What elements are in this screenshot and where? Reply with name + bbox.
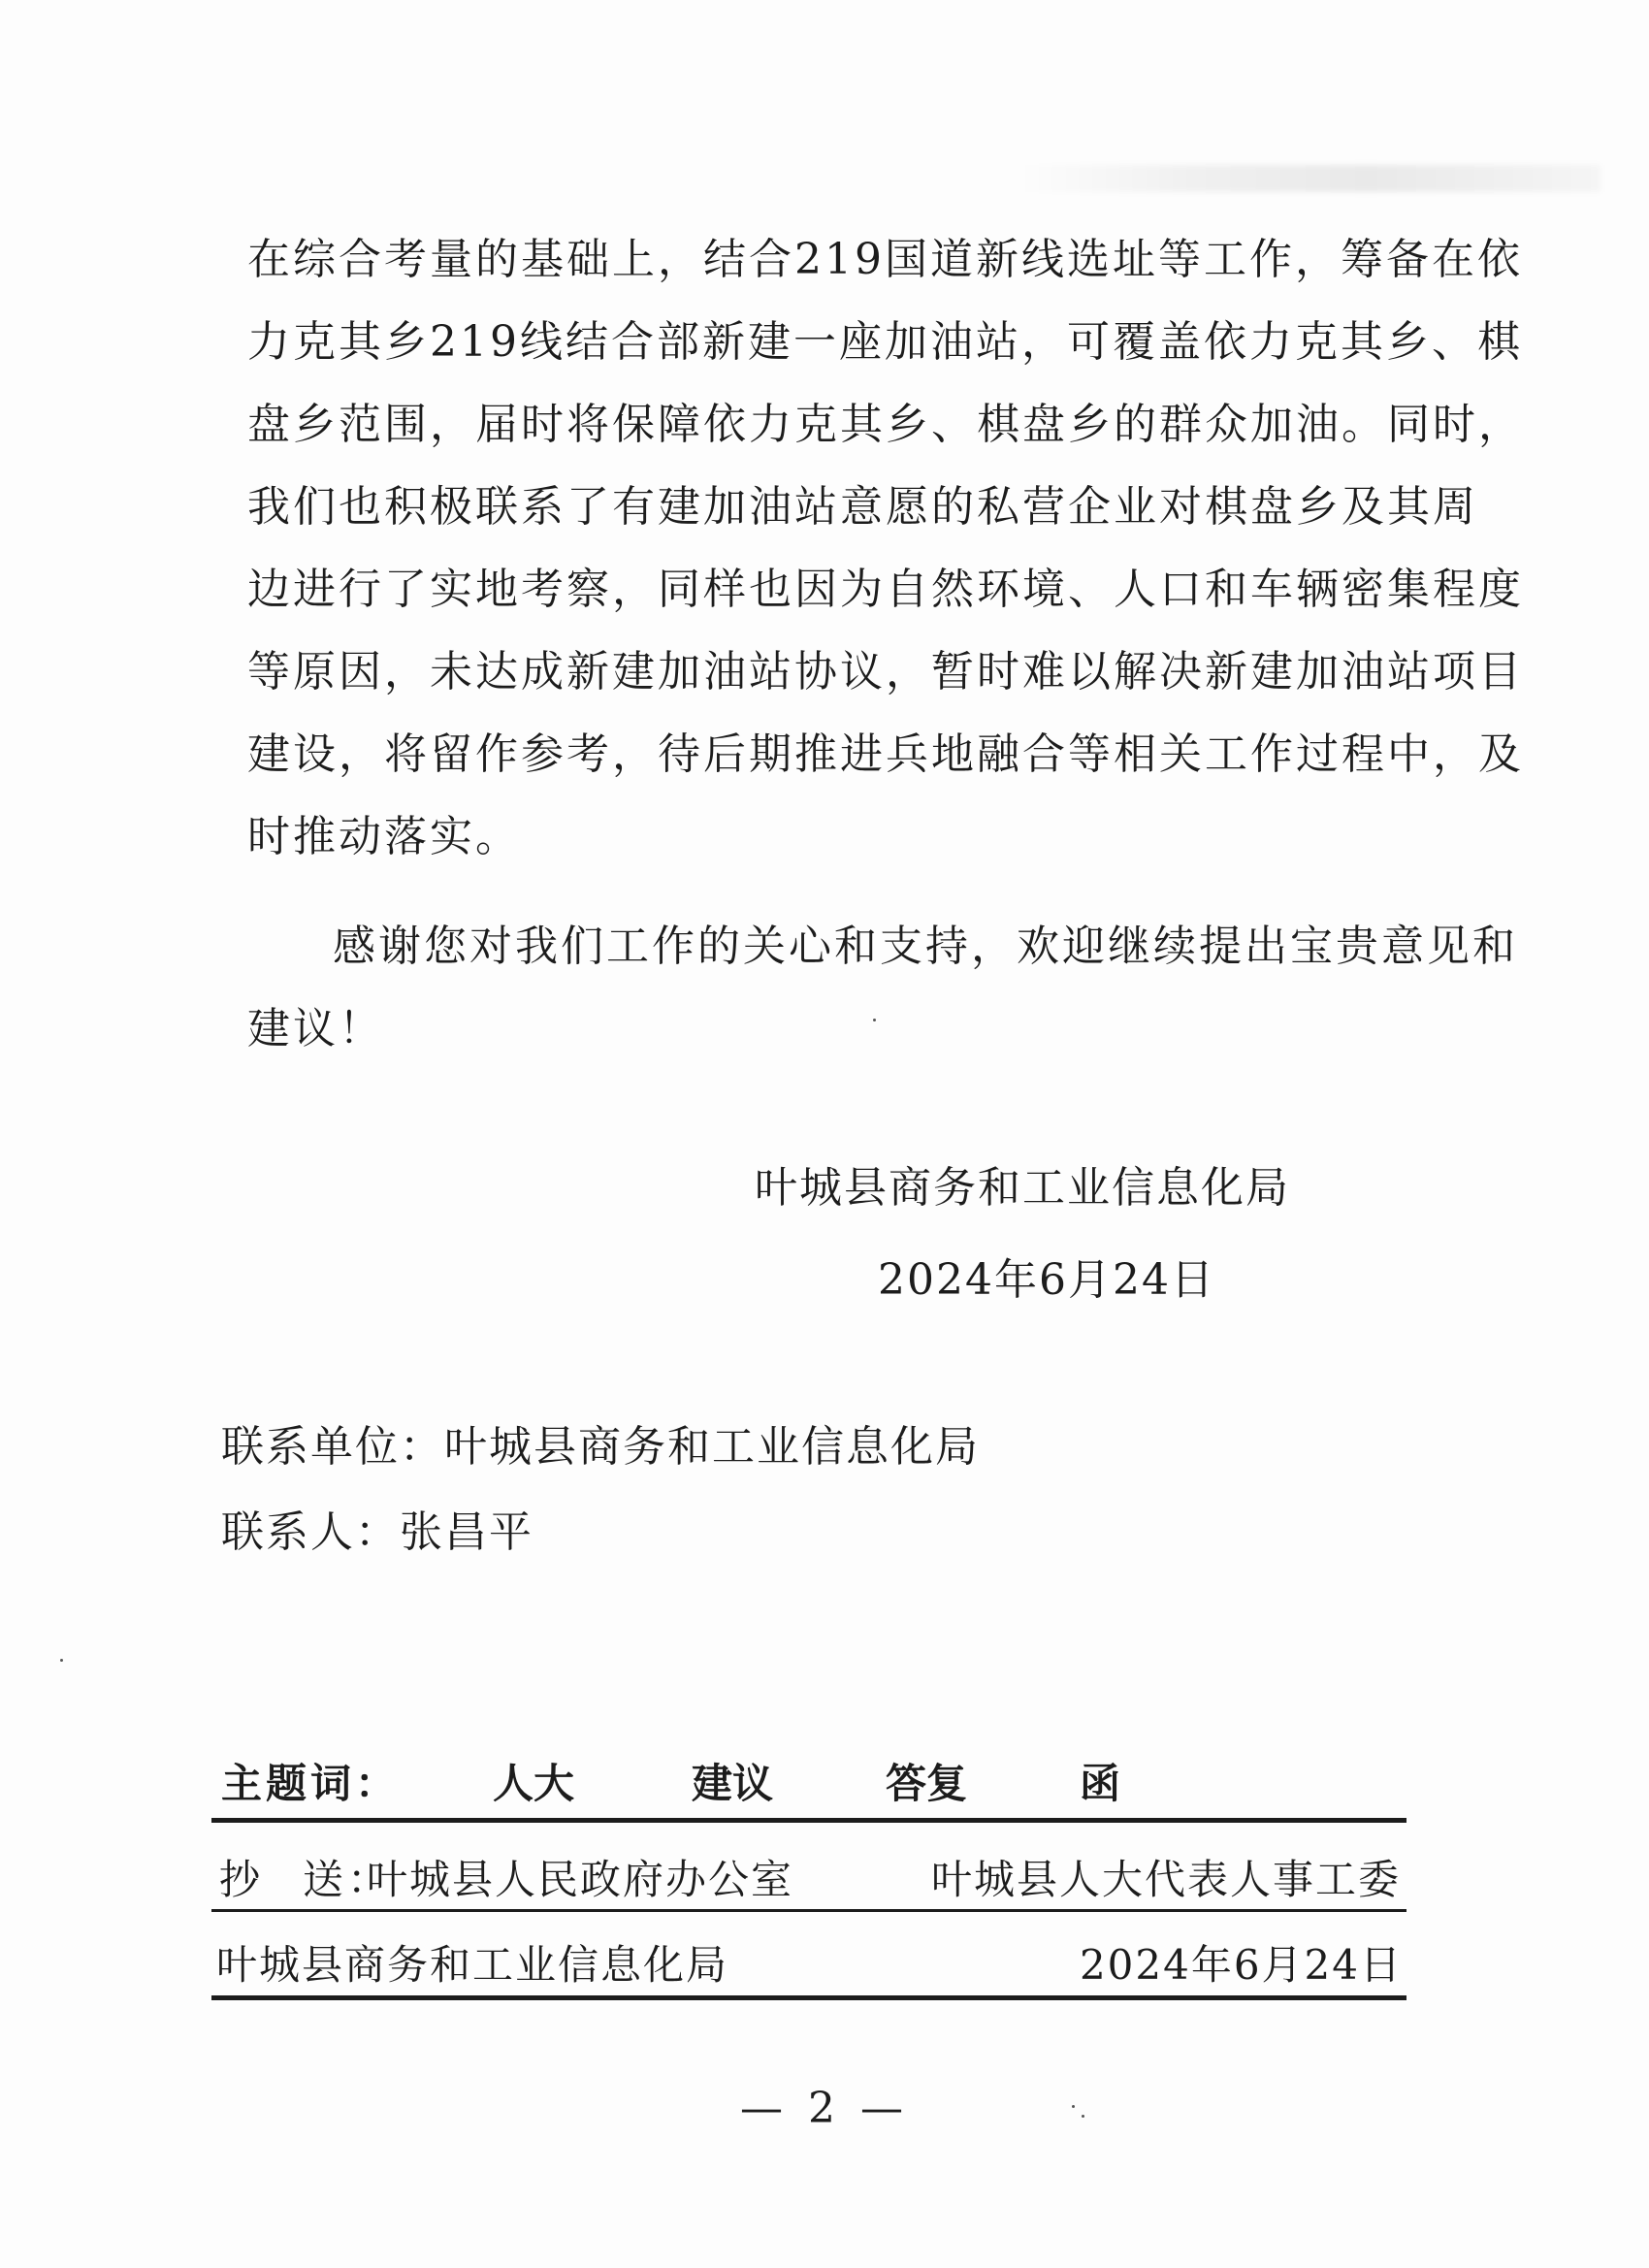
- body-line: 我们也积极联系了有建加油站意愿的私营企业对棋盘乡及其周: [247, 482, 1478, 532]
- issue-date: 2024年6月24日: [1079, 1941, 1403, 1989]
- body-line: 时推动落实。: [247, 812, 521, 861]
- keywords-row: [211, 1746, 1406, 1814]
- scan-artifact: [1018, 165, 1600, 192]
- body-line: 盘乡范围，届时将保障依力克其乡、棋盘乡的群众加油。同时，: [247, 400, 1524, 449]
- cc-recipient: 叶城县人大代表人事工委: [931, 1856, 1402, 1903]
- keywords-rule: [211, 1818, 1406, 1823]
- thanks-paragraph: [247, 905, 1518, 1070]
- body-line: 建设，将留作参考，待后期推进兵地融合等相关工作过程中，及: [247, 729, 1524, 779]
- thanks-line: 建议！: [247, 1004, 384, 1053]
- contact-unit: 联系单位：叶城县商务和工业信息化局: [221, 1422, 980, 1472]
- signature-date: 2024年6月24日: [878, 1255, 1215, 1305]
- scan-speck: [873, 1019, 876, 1021]
- body-line: 边进行了实地考察，同样也因为自然环境、人口和车辆密集程度: [247, 565, 1524, 614]
- body-text: [247, 218, 1524, 878]
- keyword: 答复: [886, 1760, 968, 1807]
- scan-speck: [60, 1659, 63, 1662]
- cc-row: [211, 1848, 1406, 1910]
- scan-speck: [1082, 2115, 1084, 2118]
- cc-label-part: 抄: [219, 1856, 265, 1903]
- contact-person: 联系人：张昌平: [221, 1507, 534, 1557]
- issuer-rule: [211, 1995, 1406, 2000]
- body-line: 等原因，未达成新建加油站协议，暂时难以解决新建加油站项目: [247, 647, 1524, 697]
- keyword: 建议: [692, 1760, 774, 1807]
- issuer-organization: 叶城县商务和工业信息化局: [216, 1941, 729, 1989]
- body-line: 在综合考量的基础上，结合219国道新线选址等工作，筹备在依: [247, 235, 1523, 284]
- cc-label-part: 送：: [303, 1856, 393, 1903]
- keywords-label: 主题词：: [221, 1760, 401, 1807]
- cc-rule: [211, 1909, 1406, 1912]
- signature-organization: 叶城县商务和工业信息化局: [755, 1163, 1290, 1213]
- page-number: — 2 —: [740, 2084, 909, 2133]
- keyword: 人大: [493, 1760, 575, 1807]
- cc-recipient: 叶城县人民政府办公室: [367, 1856, 794, 1903]
- body-line: 力克其乡219线结合部新建一座加油站，可覆盖依力克其乡、棋: [247, 317, 1523, 367]
- issuer-row: [211, 1933, 1406, 1995]
- scan-speck: [1072, 2105, 1075, 2108]
- thanks-line: 感谢您对我们工作的关心和支持，欢迎继续提出宝贵意见和: [333, 922, 1518, 971]
- keyword: 函: [1080, 1760, 1121, 1807]
